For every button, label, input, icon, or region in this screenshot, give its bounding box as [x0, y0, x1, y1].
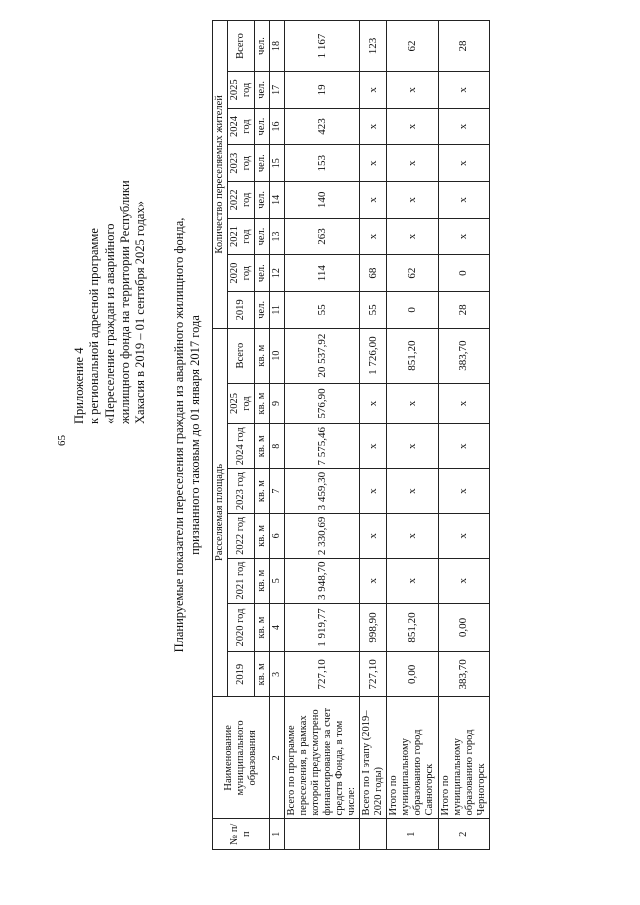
people-value: 55 [360, 292, 387, 329]
municipality-name: Всего по программе переселения, в рамках которой предусмотрено финансирование за счет средств Фонда, в том числе: [284, 697, 359, 819]
area-value: 998,90 [360, 603, 387, 652]
people-value: x [360, 108, 387, 145]
unit-header: чел. [255, 108, 270, 145]
column-index: 11 [270, 292, 285, 329]
area-value: x [438, 513, 489, 558]
year-header: 2025 год [228, 383, 255, 424]
area-value: x [387, 383, 438, 424]
column-index-row [270, 21, 285, 850]
area-value: 20 537,92 [284, 328, 359, 383]
area-value: x [387, 424, 438, 469]
rotated-page-content [12, 20, 632, 850]
column-index: 17 [270, 72, 285, 109]
unit-header: кв. м [255, 513, 270, 558]
people-value: x [438, 108, 489, 145]
people-value: x [387, 218, 438, 255]
people-value: 123 [360, 21, 387, 72]
title-line: признанного таковым до 01 января 2017 года [187, 315, 202, 555]
area-value: x [438, 469, 489, 514]
people-value: 263 [284, 218, 359, 255]
column-index: 14 [270, 182, 285, 219]
area-value: 727,10 [360, 652, 387, 697]
people-value: x [360, 218, 387, 255]
people-value: 28 [438, 21, 489, 72]
year-header: 2023 год [228, 145, 255, 182]
year-header: 2024 год [228, 424, 255, 469]
column-index: 16 [270, 108, 285, 145]
area-value: x [387, 469, 438, 514]
year-header: 2022 год [228, 182, 255, 219]
col-header-name: Наименование муниципального образования [213, 697, 270, 819]
year-header: 2021 год [228, 218, 255, 255]
row-number: 2 [438, 819, 489, 850]
year-header: 2020 год [228, 255, 255, 292]
people-value: x [438, 182, 489, 219]
year-header: 2019 [228, 652, 255, 697]
people-value: x [360, 72, 387, 109]
year-header: 2023 год [228, 469, 255, 514]
people-value: 423 [284, 108, 359, 145]
people-value: x [438, 145, 489, 182]
year-header: 2022 год [228, 513, 255, 558]
row-number [360, 819, 387, 850]
people-value: 55 [284, 292, 359, 329]
people-value: x [387, 108, 438, 145]
people-value: 153 [284, 145, 359, 182]
area-value: 576,90 [284, 383, 359, 424]
area-value: 851,20 [387, 328, 438, 383]
document-title [172, 20, 203, 850]
area-value: 2 330,69 [284, 513, 359, 558]
area-value: x [360, 469, 387, 514]
people-value: 0 [438, 255, 489, 292]
appendix-line: Хакасия в 2019 – 01 сентября 2025 годах» [133, 201, 147, 424]
column-index: 8 [270, 424, 285, 469]
year-header: 2021 год [228, 558, 255, 603]
area-value: x [360, 513, 387, 558]
area-value: 1 919,77 [284, 603, 359, 652]
area-value: 727,10 [284, 652, 359, 697]
municipality-name: Итого по муниципальному образованию город Черногорск [438, 697, 489, 819]
people-value: 19 [284, 72, 359, 109]
appendix-note [72, 94, 148, 424]
people-value: 1 167 [284, 21, 359, 72]
column-index: 9 [270, 383, 285, 424]
group-header-people: Количество переселяемых жителей [213, 21, 228, 329]
unit-header: кв. м [255, 383, 270, 424]
area-value: x [360, 558, 387, 603]
area-value: 383,70 [438, 652, 489, 697]
group-header-area: Расселяемая площадь [213, 328, 228, 697]
area-value: x [438, 558, 489, 603]
column-index: 1 [270, 819, 285, 850]
table-row [284, 21, 359, 850]
unit-header: чел. [255, 21, 270, 72]
column-index: 7 [270, 469, 285, 514]
area-value: x [438, 383, 489, 424]
people-value: x [387, 145, 438, 182]
unit-header: чел. [255, 182, 270, 219]
people-value: 140 [284, 182, 359, 219]
unit-header: чел. [255, 72, 270, 109]
people-value: 0 [387, 292, 438, 329]
unit-header: чел. [255, 292, 270, 329]
unit-header: чел. [255, 255, 270, 292]
year-header: Всего [228, 328, 255, 383]
column-index: 13 [270, 218, 285, 255]
area-value: 851,20 [387, 603, 438, 652]
area-value: 7 575,46 [284, 424, 359, 469]
unit-header: чел. [255, 218, 270, 255]
area-value: x [360, 383, 387, 424]
year-header: 2025 год [228, 72, 255, 109]
appendix-line: Приложение 4 [72, 347, 86, 424]
year-header: 2024 год [228, 108, 255, 145]
table-row [360, 21, 387, 850]
area-value: x [360, 424, 387, 469]
people-value: 62 [387, 21, 438, 72]
appendix-line: жилищного фонда на территории Республики [117, 180, 132, 424]
area-value: 3 459,30 [284, 469, 359, 514]
appendix-line: «Переселение граждан из аварийного [102, 223, 117, 424]
municipality-name: Итого по муниципальному образованию город Саяногорск [387, 697, 438, 819]
year-header: Всего [228, 21, 255, 72]
appendix-line: к региональной адресной программе [87, 228, 102, 424]
col-header-no: № п/п [213, 819, 270, 850]
area-value: 383,70 [438, 328, 489, 383]
column-index: 2 [270, 697, 285, 819]
page-number: 65 [56, 435, 68, 446]
area-value: 1 726,00 [360, 328, 387, 383]
area-value: x [438, 424, 489, 469]
row-number: 1 [387, 819, 438, 850]
people-value: x [387, 182, 438, 219]
unit-header: кв. м [255, 652, 270, 697]
column-index: 3 [270, 652, 285, 697]
column-index: 4 [270, 603, 285, 652]
unit-header: чел. [255, 145, 270, 182]
municipality-name: Всего по I этапу (2019–2020 годы) [360, 697, 387, 819]
people-value: 28 [438, 292, 489, 329]
unit-header: кв. м [255, 603, 270, 652]
table-row [387, 21, 438, 850]
people-value: x [438, 72, 489, 109]
column-index: 5 [270, 558, 285, 603]
row-number [284, 819, 359, 850]
people-value: x [360, 145, 387, 182]
column-index: 12 [270, 255, 285, 292]
people-value: 68 [360, 255, 387, 292]
column-index: 18 [270, 21, 285, 72]
people-value: 114 [284, 255, 359, 292]
people-value: 62 [387, 255, 438, 292]
table-row [438, 21, 489, 850]
title-line: Планируемые показатели переселения граждан из аварийного жилищного фонда, [172, 217, 186, 653]
column-index: 10 [270, 328, 285, 383]
resettlement-table [212, 20, 490, 850]
people-value: x [387, 72, 438, 109]
column-index: 15 [270, 145, 285, 182]
area-value: x [387, 558, 438, 603]
unit-header: кв. м [255, 328, 270, 383]
table-body [284, 21, 489, 850]
year-header: 2020 год [228, 603, 255, 652]
area-value: 0,00 [387, 652, 438, 697]
area-value: x [387, 513, 438, 558]
area-value: 0,00 [438, 603, 489, 652]
year-header: 2019 [228, 292, 255, 329]
people-value: x [360, 182, 387, 219]
unit-header: кв. м [255, 469, 270, 514]
unit-header: кв. м [255, 424, 270, 469]
people-value: x [438, 218, 489, 255]
unit-header: кв. м [255, 558, 270, 603]
column-index: 6 [270, 513, 285, 558]
area-value: 3 948,70 [284, 558, 359, 603]
